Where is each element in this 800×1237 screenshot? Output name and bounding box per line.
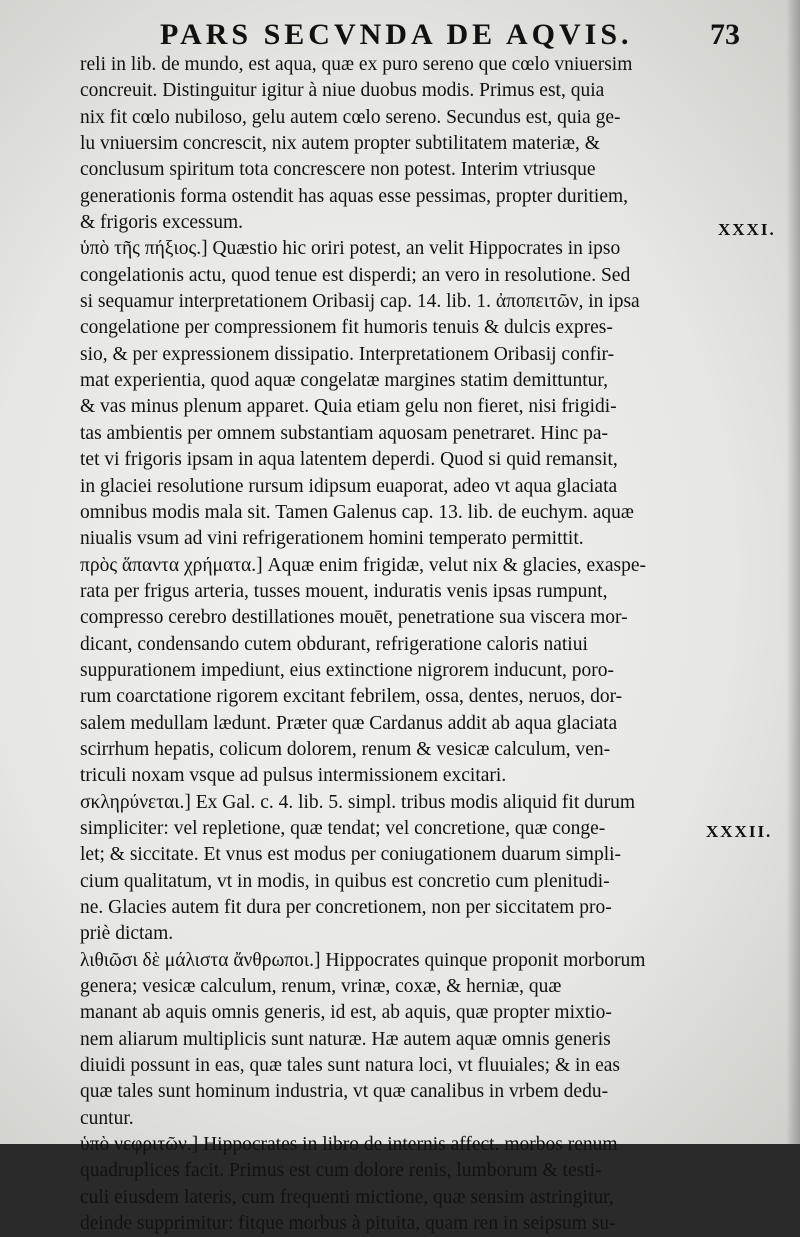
page-header	[150, 16, 740, 56]
text-line: in glaciei resolutione rursum idipsum euaporat, adeo vt aqua glaciata	[80, 475, 618, 497]
text-line: cuntur.	[80, 1107, 134, 1129]
text-line: lu vniuersim concrescit, nix autem propter subtilitatem materiæ, &	[80, 133, 600, 155]
text-line: conclusum spiritum tota concrescere non potest. Interim vtriusque	[80, 159, 596, 181]
text-line: let; & siccitate. Et vnus est modus per coniugationem duarum simpli-	[80, 844, 622, 866]
text-line: niualis vsum ad vini refrigerationem homini temperato permittit.	[80, 528, 584, 550]
text-line: reli in lib. de mundo, est aqua, quæ ex puro sereno que cœlo vniuersim	[80, 54, 633, 75]
text-line: mat experientia, quod aquæ congelatæ margines statim demittuntur,	[80, 370, 608, 392]
page-edge-shadow	[786, 0, 800, 1144]
text-line: λιθιῶσι δὲ μάλιστα ἄνθρωποι.] Hippocrates quinque proponit morborum	[80, 949, 646, 971]
text-line: ὑπὸ νεφριτῶν.] Hippocrates in libro de internis affect. morbos renum	[80, 1134, 618, 1156]
text-line: si sequamur interpretationem Oribasij cap. 14. lib. 1. ἀποπειτῶν, in ipsa	[80, 291, 640, 313]
text-line: rata per frigus arteria, tusses mouent, induratis venis ipsas rumpunt,	[80, 580, 608, 602]
text-line: quæ tales sunt hominum industria, vt quæ canalibus in vrbem dedu-	[80, 1081, 609, 1103]
text-line: deinde supprimitur: fitque morbus à pituita, quam ren in seipsum su-	[80, 1213, 616, 1235]
text-line: tas ambientis per omnem substantiam aquosam penetraret. Hinc pa-	[80, 422, 608, 444]
margin-note-xxxi: XXXI.	[718, 220, 776, 239]
body-text	[80, 52, 700, 1237]
text-line: priè dictam.	[80, 923, 174, 945]
text-line: quadruplices facit. Primus est cum dolore renis, lumborum & testi-	[80, 1160, 602, 1182]
text-line: scirrhum hepatis, colicum dolorem, renum & vesicæ calculum, ven-	[80, 738, 611, 760]
margin-note-xxxii: XXXII.	[706, 822, 773, 841]
text-line: nix fit cœlo nubiloso, gelu autem cœlo sereno. Secundus est, quia ge-	[80, 106, 621, 128]
text-line: simpliciter: vel repletione, quæ tendat; vel concretione, quæ conge-	[80, 817, 606, 839]
text-line: compresso cerebro destillationes mouēt, penetratione sua viscera mor-	[80, 607, 628, 629]
text-line: congelationis actu, quod tenue est disperdi; an vero in resolutione. Sed	[80, 264, 631, 286]
text-line: sio, & per expressionem dissipatio. Interpretationem Oribasij confir-	[80, 343, 615, 365]
text-line: ne. Glacies autem fit dura per concretionem, non per siccitatem pro-	[80, 897, 612, 918]
running-head: PARS SECVNDA DE AQVIS.	[160, 18, 633, 51]
page-number: 73	[710, 18, 740, 51]
text-line: σκληρύνεται.] Ex Gal. c. 4. lib. 5. simpl. tribus modis aliquid fit durum	[80, 791, 636, 813]
text-line: manant ab aquis omnis generis, id est, ab aquis, quæ propter mixtio-	[80, 1002, 612, 1024]
text-line: rum coarctatione rigorem excitant febrilem, ossa, dentes, neruos, dor-	[80, 686, 623, 708]
text-line: suppurationem impediunt, eius extinctione nigrorem inducunt, poro-	[80, 659, 614, 681]
text-line: congelatione per compressionem fit humoris tenuis & dulcis expres-	[80, 317, 613, 339]
text-line: triculi noxam vsque ad pulsus intermissionem excitari.	[80, 765, 507, 787]
text-line: diuidi possunt in eas, quæ tales sunt natura loci, vt fluuiales; & in eas	[80, 1055, 620, 1077]
text-line: generationis forma ostendit has aquas esse pessimas, propter duritiem,	[80, 185, 629, 207]
text-line: & frigoris excessum.	[80, 212, 244, 234]
text-line: ὑπὸ τῆς πήξιος.] Quæstio hic oriri potest, an velit Hippocrates in ipso	[80, 238, 621, 260]
text-line: cium qualitatum, vt in modis, in quibus est concretio cum plenitudi-	[80, 870, 610, 892]
text-line: culi eiusdem lateris, cum frequenti mictione, quæ sensim astringitur,	[80, 1186, 614, 1208]
text-line: omnibus modis mala sit. Tamen Galenus cap. 13. lib. de euchym. aquæ	[80, 501, 634, 523]
text-line: concreuit. Distinguitur igitur à niue duobus modis. Primus est, quia	[80, 80, 605, 102]
text-line: nem aliarum multiplicis sunt naturæ. Hæ autem aquæ omnis generis	[80, 1028, 611, 1050]
text-line: tet vi frigoris ipsam in aqua latentem deperdi. Quod si quid remansit,	[80, 449, 618, 471]
text-line: genera; vesicæ calculum, renum, vrinæ, coxæ, & herniæ, quæ	[80, 976, 562, 998]
text-line: πρὸς ἅπαντα χρήματα.] Aquæ enim frigidæ, velut nix & glacies, exaspe-	[80, 554, 647, 576]
text-line: & vas minus plenum apparet. Quia etiam gelu non fieret, nisi frigidi-	[80, 396, 617, 418]
text-line: dicant, condensando cutem obdurant, refrigeratione caloris natiui	[80, 633, 588, 655]
text-line: salem medullam lædunt. Præter quæ Cardanus addit ab aqua glaciata	[80, 712, 618, 734]
